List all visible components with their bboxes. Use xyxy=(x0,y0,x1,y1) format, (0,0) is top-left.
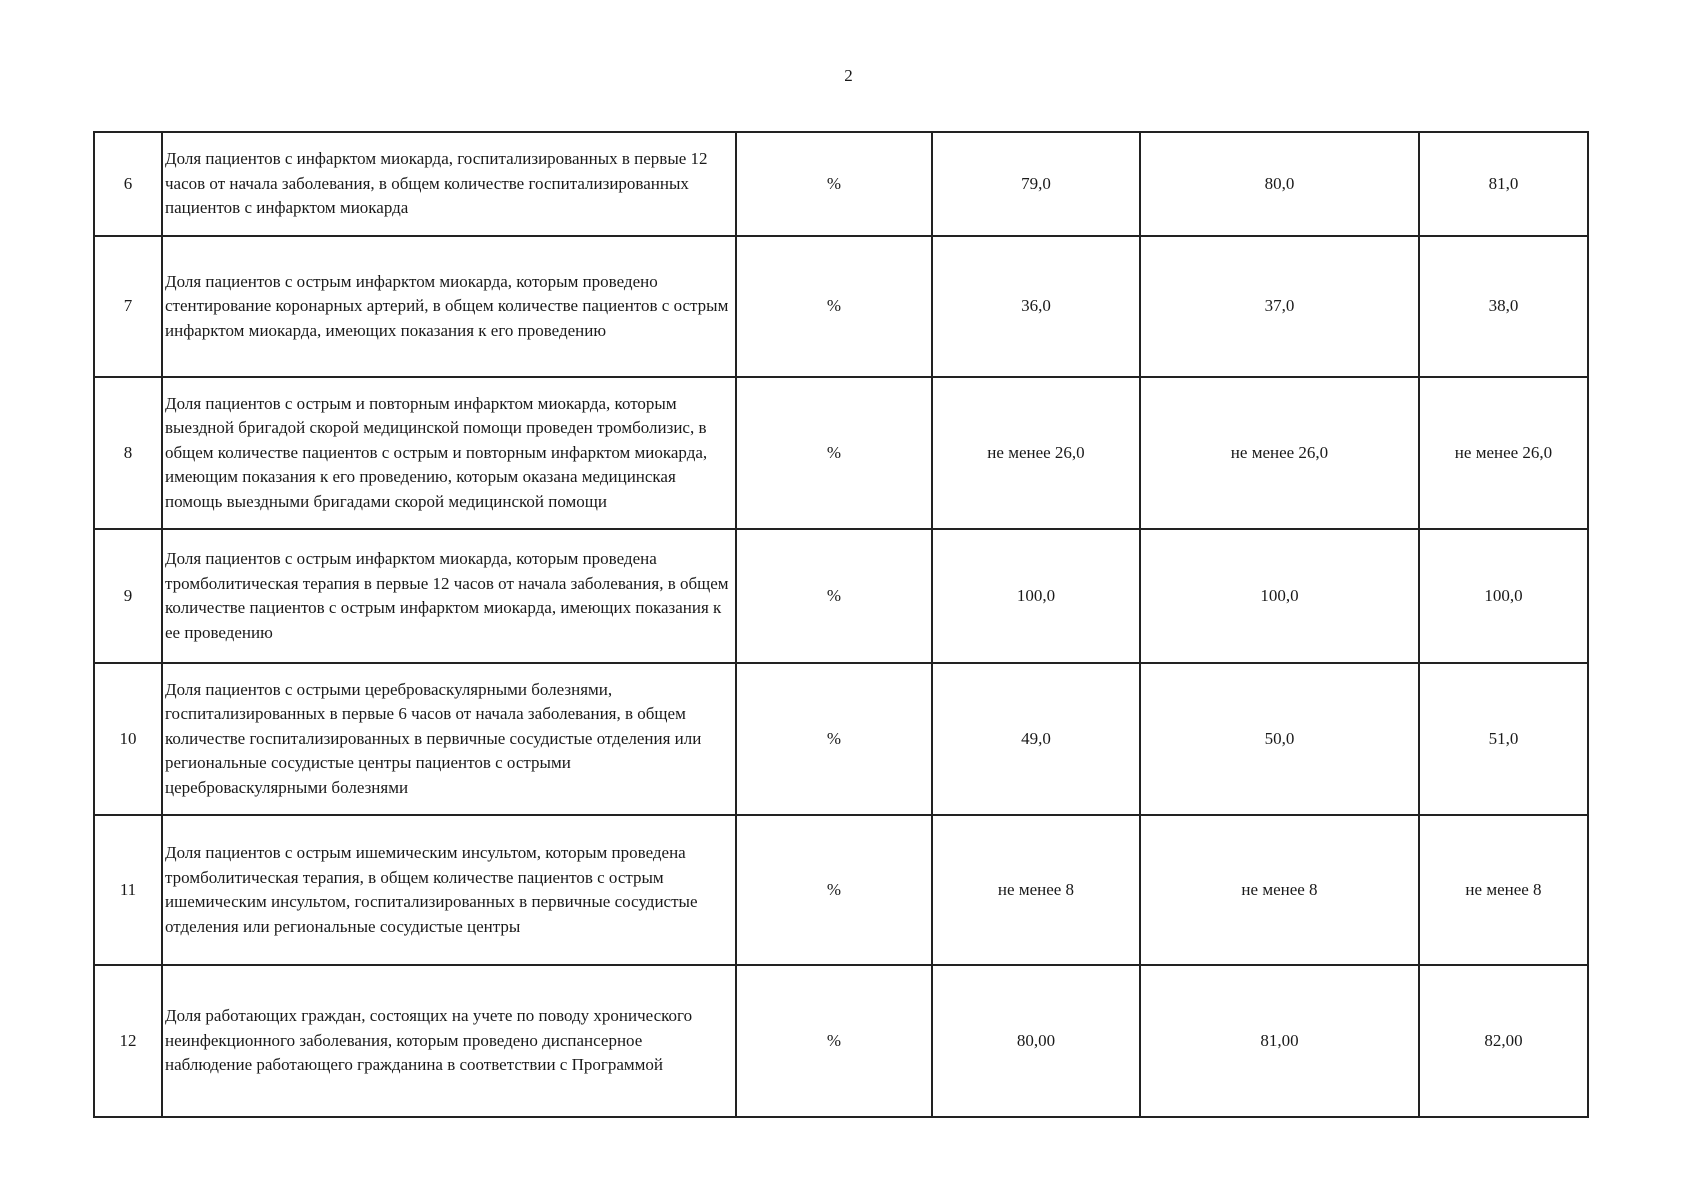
table-row xyxy=(94,663,1588,815)
value-cell-3: 38,0 xyxy=(1419,236,1588,377)
unit-cell: % xyxy=(736,663,932,815)
value-cell-3: 51,0 xyxy=(1419,663,1588,815)
value-cell-2: 80,0 xyxy=(1140,132,1419,236)
table-row xyxy=(94,132,1588,236)
indicator-name: Доля пациентов с инфарктом миокарда, госпитализированных в первые 12 часов от начала заболевания, в общем количестве госпитализированных пациентов с инфарктом миокарда xyxy=(162,132,736,236)
row-number: 6 xyxy=(94,132,162,236)
indicator-name: Доля пациентов с острым ишемическим инсультом, которым проведена тромболитическая терапия, в общем количестве пациентов с острым ишемическим инсультом, госпитализированных в первичные сосудистые отделения или региональные сосудистые центры xyxy=(162,815,736,965)
value-cell-2: не менее 8 xyxy=(1140,815,1419,965)
value-cell-2: 100,0 xyxy=(1140,529,1419,663)
page-number: 2 xyxy=(844,66,853,85)
value-cell-1: 49,0 xyxy=(932,663,1140,815)
value-cell-1: 100,0 xyxy=(932,529,1140,663)
table-row xyxy=(94,236,1588,377)
value-cell-3: не менее 8 xyxy=(1419,815,1588,965)
row-number: 7 xyxy=(94,236,162,377)
row-number: 11 xyxy=(94,815,162,965)
unit-cell: % xyxy=(736,236,932,377)
indicators-table xyxy=(93,131,1589,1118)
table-row xyxy=(94,529,1588,663)
unit-cell: % xyxy=(736,377,932,529)
indicator-name: Доля пациентов с острым и повторным инфарктом миокарда, которым выездной бригадой скорой медицинской помощи проведен тромболизис, в общем количестве пациентов с острым и повторным инфарктом миокарда, имеющим показания к его проведению, которым оказана медицинская помощь выездными бригадами скорой медицинской помощи xyxy=(162,377,736,529)
unit-cell: % xyxy=(736,815,932,965)
indicator-name: Доля пациентов с острыми цереброваскулярными болезнями, госпитализированных в первые 6 часов от начала заболевания, в общем количестве госпитализированных в первичные сосудистые отделения или региональные сосудистые центры пациентов с острыми цереброваскулярными болезнями xyxy=(162,663,736,815)
row-number: 12 xyxy=(94,965,162,1117)
value-cell-2: 81,00 xyxy=(1140,965,1419,1117)
value-cell-3: не менее 26,0 xyxy=(1419,377,1588,529)
value-cell-1: 36,0 xyxy=(932,236,1140,377)
value-cell-1: 79,0 xyxy=(932,132,1140,236)
value-cell-1: не менее 26,0 xyxy=(932,377,1140,529)
value-cell-1: 80,00 xyxy=(932,965,1140,1117)
row-number: 10 xyxy=(94,663,162,815)
table-row xyxy=(94,815,1588,965)
row-number: 8 xyxy=(94,377,162,529)
table-row xyxy=(94,965,1588,1117)
value-cell-3: 100,0 xyxy=(1419,529,1588,663)
indicator-name: Доля работающих граждан, состоящих на учете по поводу хронического неинфекционного заболевания, которым проведено диспансерное наблюдение работающего гражданина в соответствии с Программой xyxy=(162,965,736,1117)
value-cell-3: 82,00 xyxy=(1419,965,1588,1117)
table-row xyxy=(94,377,1588,529)
unit-cell: % xyxy=(736,132,932,236)
row-number: 9 xyxy=(94,529,162,663)
indicator-name: Доля пациентов с острым инфарктом миокарда, которым проведено стентирование коронарных артерий, в общем количестве пациентов с острым инфарктом миокарда, имеющих показания к его проведению xyxy=(162,236,736,377)
value-cell-1: не менее 8 xyxy=(932,815,1140,965)
unit-cell: % xyxy=(736,529,932,663)
value-cell-2: не менее 26,0 xyxy=(1140,377,1419,529)
value-cell-2: 37,0 xyxy=(1140,236,1419,377)
value-cell-3: 81,0 xyxy=(1419,132,1588,236)
unit-cell: % xyxy=(736,965,932,1117)
value-cell-2: 50,0 xyxy=(1140,663,1419,815)
indicator-name: Доля пациентов с острым инфарктом миокарда, которым проведена тромболитическая терапия в первые 12 часов от начала заболевания, в общем количестве пациентов с острым инфарктом миокарда, имеющих показания к ее проведению xyxy=(162,529,736,663)
